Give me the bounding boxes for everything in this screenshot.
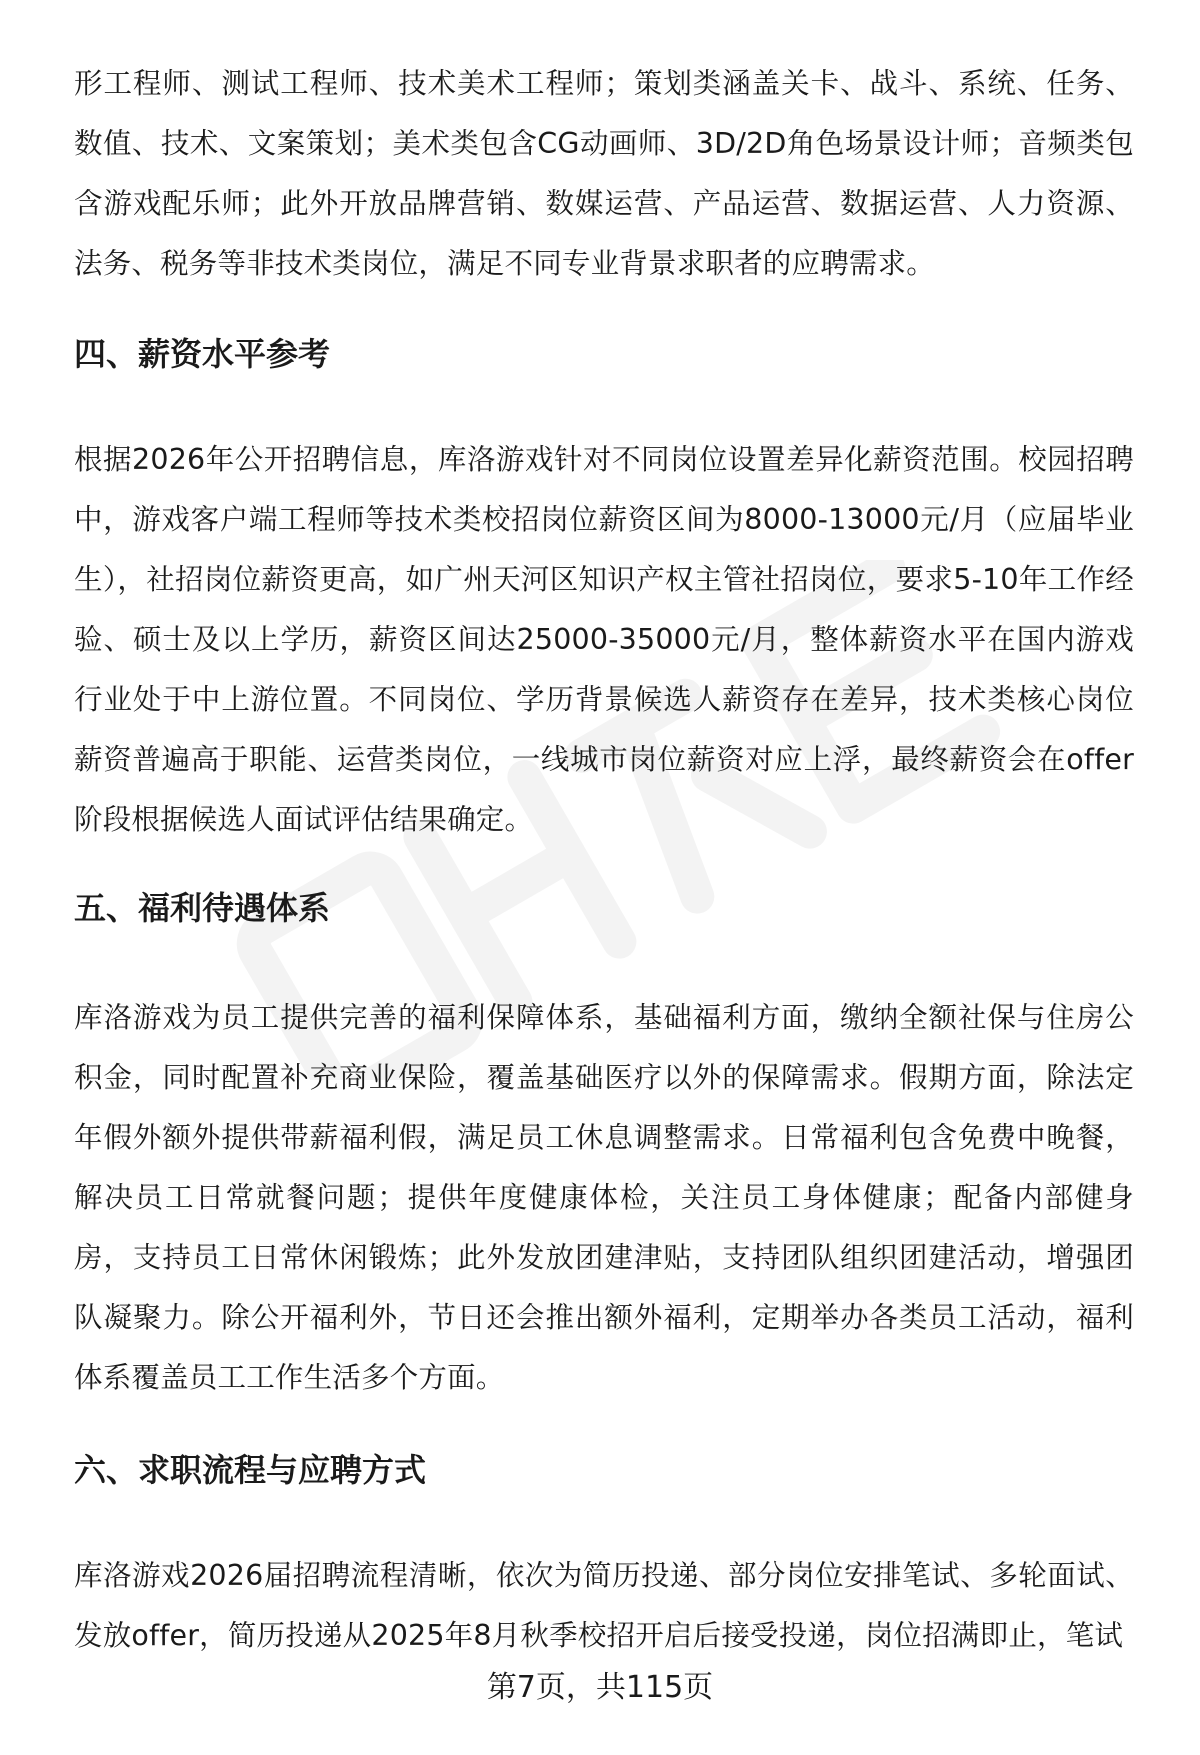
section-body-salary: 根据2026年公开招聘信息，库洛游戏针对不同岗位设置差异化薪资范围。校园招聘中，游戏客户端工程师等技术类校招岗位薪资区间为8000-13000元/月（应届毕业生），社招岗位薪资更高，如广州天河区知识产权主管社招岗位，要求5-10年工作经验、硕士及以上学历，薪资区间达25000-35000元/月，整体薪资水平在国内游戏行业处于中上游位置。不同岗位、学历背景候选人薪资存在差异，技术类核心岗位薪资普遍高于职能、运营类岗位，一线城市岗位薪资对应上浮，最终薪资会在offer阶段根据候选人面试评估结果确定。: [74, 443, 1135, 836]
section-heading-application: 六、求职流程与应聘方式: [74, 1451, 427, 1489]
document-content: [74, 54, 1134, 1666]
section-body-application: 库洛游戏2026届招聘流程清晰，依次为简历投递、部分岗位安排笔试、多轮面试、发放offer，简历投递从2025年8月秋季校招开启后接受投递，岗位招满即止，笔试: [74, 1559, 1134, 1652]
section-heading-benefits: 五、福利待遇体系: [74, 889, 331, 927]
page-number: 第7页，共115页: [486, 1670, 714, 1705]
section-body-benefits: 库洛游戏为员工提供完善的福利保障体系，基础福利方面，缴纳全额社保与住房公积金，同时配置补充商业保险，覆盖基础医疗以外的保障需求。假期方面，除法定年假外额外提供带薪福利假，满足员工休息调整需求。日常福利包含免费中晚餐，解决员工日常就餐问题；提供年度健康体检，关注员工身体健康；配备内部健身房，支持员工日常休闲锻炼；此外发放团建津贴，支持团队组织团建活动，增强团队凝聚力。除公开福利外，节日还会推出额外福利，定期举办各类员工活动，福利体系覆盖员工工作生活多个方面。: [74, 1001, 1134, 1394]
intro-paragraph: 形工程师、测试工程师、技术美术工程师；策划类涵盖关卡、战斗、系统、任务、数值、技术、文案策划；美术类包含CG动画师、3D/2D角色场景设计师；音频类包含游戏配乐师；此外开放品牌营销、数媒运营、产品运营、数据运营、人力资源、法务、税务等非技术类岗位，满足不同专业背景求职者的应聘需求。: [74, 67, 1134, 280]
section-heading-salary: 四、薪资水平参考: [74, 335, 331, 373]
